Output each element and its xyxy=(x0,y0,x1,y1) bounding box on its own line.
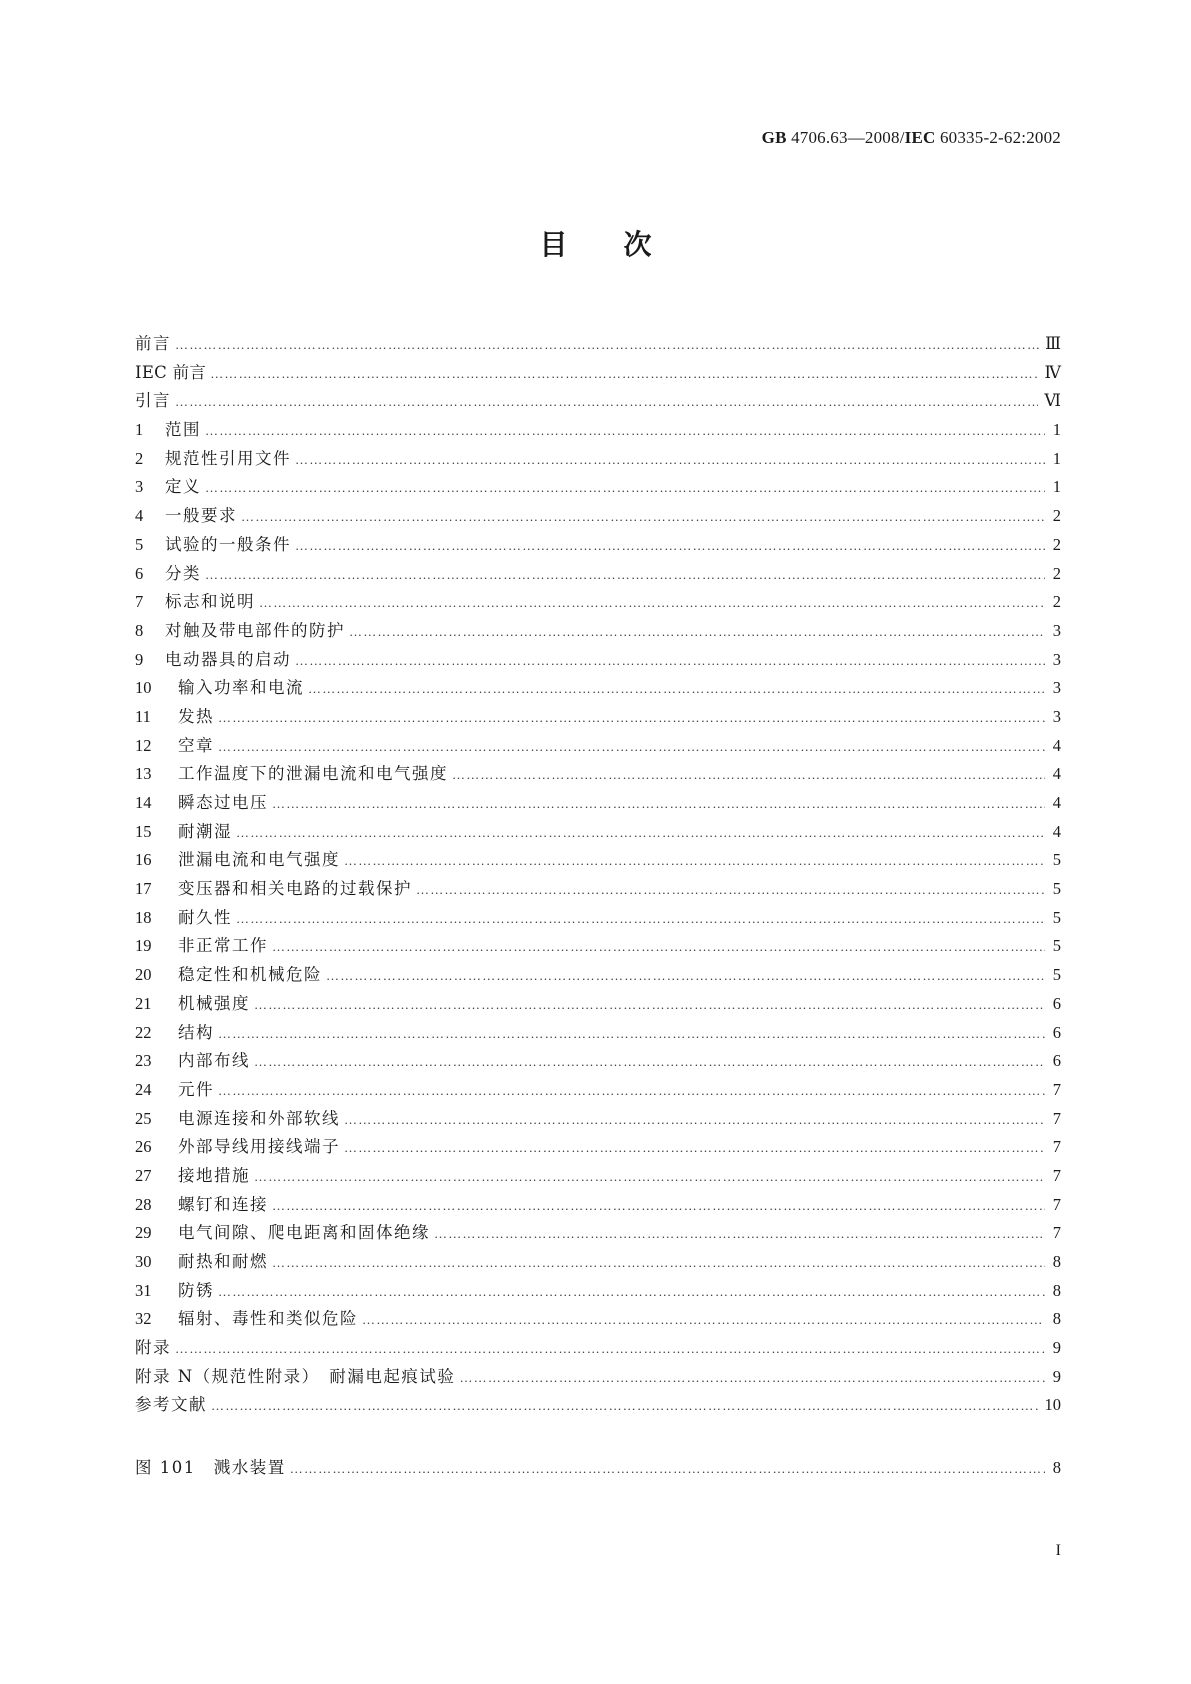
dot-leader xyxy=(272,1192,1045,1220)
toc-entry xyxy=(135,1305,1061,1334)
toc-entry-page: 6 xyxy=(1052,1022,1061,1042)
toc-entry-title: 范围 xyxy=(165,420,201,440)
toc-entry-title: 机械强度 xyxy=(178,993,250,1013)
toc-entry-title: 输入功率和电流 xyxy=(178,678,304,698)
dot-leader xyxy=(344,847,1045,875)
toc-entry-title: 参考文献 xyxy=(135,1395,207,1415)
toc-entry-number: 29 xyxy=(135,1223,152,1243)
toc-entry xyxy=(135,387,1061,416)
toc-entry-number: 19 xyxy=(135,936,152,956)
toc-entry-title: 元件 xyxy=(178,1079,214,1099)
toc-entry xyxy=(135,330,1061,359)
toc-entry xyxy=(135,990,1061,1019)
toc-entry-page: 4 xyxy=(1052,764,1061,784)
toc-entry xyxy=(135,1133,1061,1162)
toc-entry-title: 引言 xyxy=(135,391,171,411)
toc-entry-title: 电源连接和外部软线 xyxy=(178,1108,340,1128)
page-title: 目 次 xyxy=(539,228,652,261)
dot-leader xyxy=(344,1106,1045,1134)
toc-entry-number: 24 xyxy=(135,1079,152,1099)
toc-entry-page: 5 xyxy=(1052,965,1061,985)
toc-entry-title: 螺钉和连接 xyxy=(178,1194,268,1214)
dot-leader xyxy=(241,503,1045,531)
toc-entry-number: 8 xyxy=(135,620,144,640)
toc-entry-title: 试验的一般条件 xyxy=(165,534,291,554)
toc-entry xyxy=(135,703,1061,732)
toc-entry-page: 2 xyxy=(1052,506,1061,526)
toc-entry xyxy=(135,760,1061,789)
toc-entry xyxy=(135,1047,1061,1076)
dot-leader xyxy=(459,1364,1045,1392)
toc-entry-number: 15 xyxy=(135,821,152,841)
figure-entry xyxy=(135,1454,1061,1483)
toc-entry-title: 变压器和相关电路的过载保护 xyxy=(178,879,412,899)
toc-entry xyxy=(135,359,1061,388)
toc-entry-title: 附录 xyxy=(135,1338,171,1358)
toc-entry-number: 21 xyxy=(135,993,152,1013)
toc-entry xyxy=(135,1105,1061,1134)
toc-entry-title: 分类 xyxy=(165,563,201,583)
toc-entry-page: 5 xyxy=(1052,850,1061,870)
toc-entry-number: 10 xyxy=(135,678,152,698)
toc-entry-page: 7 xyxy=(1052,1137,1061,1157)
dot-leader xyxy=(254,991,1045,1019)
toc-entry-title: 耐热和耐燃 xyxy=(178,1252,268,1271)
toc-entry-page: 4 xyxy=(1052,735,1061,755)
toc-entry-number: 3 xyxy=(135,477,144,497)
toc-entry xyxy=(135,1363,1061,1392)
toc-entry-page: 3 xyxy=(1052,706,1061,726)
toc-entry-title: 泄漏电流和电气强度 xyxy=(178,850,340,870)
dot-leader xyxy=(272,1249,1045,1277)
dot-leader xyxy=(211,1392,1039,1420)
toc-entry xyxy=(135,932,1061,961)
toc-entry-number: 6 xyxy=(135,563,144,583)
toc-entry xyxy=(135,1191,1061,1220)
standard-header: GB 4706.63—2008/IEC 60335-2-62:2002 xyxy=(761,128,1061,147)
toc-entry xyxy=(135,961,1061,990)
dot-leader xyxy=(344,1134,1045,1162)
toc-entry-page: Ⅲ xyxy=(1045,334,1061,353)
toc-entry xyxy=(135,473,1061,502)
toc-entry xyxy=(135,1019,1061,1048)
toc-entry xyxy=(135,588,1061,617)
standard-prefix: GB xyxy=(761,128,787,147)
toc-entry-page: 2 xyxy=(1052,534,1061,554)
toc-entry-number: 26 xyxy=(135,1137,152,1157)
toc-entry-number: 23 xyxy=(135,1051,152,1071)
toc-entry xyxy=(135,1076,1061,1105)
dot-leader xyxy=(218,1278,1045,1306)
toc-entry-title: 非正常工作 xyxy=(178,936,268,956)
toc-entry-title: 辐射、毒性和类似危险 xyxy=(178,1309,358,1329)
toc-entry-number: 7 xyxy=(135,592,144,612)
toc-entry xyxy=(135,646,1061,675)
dot-leader xyxy=(295,647,1045,675)
toc-entry-title: 发热 xyxy=(178,706,214,726)
toc-entry-page: 3 xyxy=(1052,620,1061,640)
dot-leader xyxy=(272,790,1045,818)
toc-entry-title: 耐潮湿 xyxy=(178,821,232,841)
toc-entry-page: 7 xyxy=(1052,1165,1061,1185)
dot-leader xyxy=(254,1048,1045,1076)
toc-entry-title: IEC 前言 xyxy=(135,362,207,382)
figure-list xyxy=(135,1454,1061,1483)
toc-entry xyxy=(135,818,1061,847)
toc-entry-number: 13 xyxy=(135,764,152,784)
toc-entry-page: 1 xyxy=(1052,420,1061,440)
toc-entry-title: 前言 xyxy=(135,334,171,353)
toc-entry-number: 25 xyxy=(135,1108,152,1128)
toc-entry-number: 5 xyxy=(135,534,144,554)
toc-entry-number: 12 xyxy=(135,735,152,755)
toc-entry-title: 瞬态过电压 xyxy=(178,793,268,812)
toc-entry-page: 8 xyxy=(1052,1252,1061,1271)
toc-entry-page: 2 xyxy=(1052,592,1061,612)
toc-entry-title: 结构 xyxy=(178,1022,214,1042)
toc-entry-page: 5 xyxy=(1052,907,1061,927)
toc-entry-title: 耐久性 xyxy=(178,907,232,927)
toc-entry-number: 30 xyxy=(135,1252,152,1271)
toc-entry-number: 11 xyxy=(135,706,151,726)
toc-entry-page: 8 xyxy=(1052,1280,1061,1300)
toc-entry-page: 3 xyxy=(1052,649,1061,669)
toc-entry-title: 规范性引用文件 xyxy=(165,448,291,468)
toc-entry-title: 空章 xyxy=(178,735,214,755)
dot-leader xyxy=(295,446,1045,474)
standard-iec-number: 60335-2-62:2002 xyxy=(939,128,1061,147)
toc-entry-page: 7 xyxy=(1052,1108,1061,1128)
standard-iec-prefix: IEC xyxy=(904,128,936,147)
toc-entry-number: 9 xyxy=(135,649,144,669)
dot-leader xyxy=(362,1306,1045,1334)
dot-leader xyxy=(434,1220,1045,1248)
dot-leader xyxy=(218,1020,1045,1048)
toc-entry-number: 16 xyxy=(135,850,152,870)
toc-entry xyxy=(135,502,1061,531)
toc-entry-title: 工作温度下的泄漏电流和电气强度 xyxy=(178,764,448,784)
dot-leader xyxy=(175,388,1038,416)
toc-entry-number: 18 xyxy=(135,907,152,927)
toc-entry-page: 6 xyxy=(1052,1051,1061,1071)
dot-leader xyxy=(452,761,1045,789)
toc-entry-title: 定义 xyxy=(165,477,201,497)
toc-entry xyxy=(135,1248,1061,1277)
toc-entry xyxy=(135,617,1061,646)
dot-leader xyxy=(218,1077,1045,1105)
toc-entry xyxy=(135,1219,1061,1248)
toc-entry-number: 32 xyxy=(135,1309,152,1329)
toc-entry xyxy=(135,875,1061,904)
toc-entry-page: Ⅵ xyxy=(1044,391,1061,411)
toc-entry-title: 接地措施 xyxy=(178,1165,250,1185)
dot-leader xyxy=(218,733,1045,761)
dot-leader xyxy=(416,876,1045,904)
toc-entry xyxy=(135,416,1061,445)
toc-entry xyxy=(135,1391,1061,1420)
dot-leader xyxy=(210,360,1038,388)
toc-entry-title: 防锈 xyxy=(178,1280,214,1300)
dot-leader xyxy=(290,1455,1045,1483)
dot-leader xyxy=(218,704,1045,732)
toc-entry xyxy=(135,732,1061,761)
toc-entry-number: 2 xyxy=(135,448,144,468)
toc-entry-number: 22 xyxy=(135,1022,152,1042)
dot-leader xyxy=(236,819,1045,847)
dot-leader xyxy=(272,933,1045,961)
page-number: I xyxy=(1055,1542,1061,1559)
dot-leader xyxy=(205,417,1045,445)
toc-entry xyxy=(135,904,1061,933)
toc-entry-page: 8 xyxy=(1052,1458,1061,1477)
dot-leader xyxy=(259,589,1045,617)
toc-entry-title: 一般要求 xyxy=(165,506,237,526)
toc-entry-number: 31 xyxy=(135,1280,152,1300)
standard-number: 4706.63—2008 xyxy=(791,128,900,147)
toc-entry-page: 1 xyxy=(1052,477,1061,497)
toc-entry-number: 4 xyxy=(135,506,144,526)
toc-entry xyxy=(135,1277,1061,1306)
toc-entry-title: 标志和说明 xyxy=(165,592,255,612)
dot-leader xyxy=(236,905,1045,933)
toc-entry-page: 7 xyxy=(1052,1079,1061,1099)
dot-leader xyxy=(308,675,1045,703)
toc-entry xyxy=(135,1334,1061,1363)
dot-leader xyxy=(295,532,1045,560)
toc-entry-page: 3 xyxy=(1052,678,1061,698)
toc-entry-page: Ⅳ xyxy=(1044,362,1061,382)
toc-entry-title: 稳定性和机械危险 xyxy=(178,965,322,985)
toc-entry-title: 电气间隙、爬电距离和固体绝缘 xyxy=(178,1223,430,1243)
toc-entry xyxy=(135,674,1061,703)
toc-entry xyxy=(135,846,1061,875)
toc-entry xyxy=(135,531,1061,560)
toc-entry-title: 电动器具的启动 xyxy=(165,649,291,669)
toc-entry-title: 对触及带电部件的防护 xyxy=(165,620,345,640)
toc-entry-page: 10 xyxy=(1044,1395,1061,1415)
toc-entry-page: 6 xyxy=(1052,993,1061,1013)
toc-entry-page: 4 xyxy=(1052,821,1061,841)
dot-leader xyxy=(349,618,1045,646)
toc-entry xyxy=(135,789,1061,818)
toc-entry-page: 5 xyxy=(1052,879,1061,899)
toc-entry-title: 附录 N（规范性附录） 耐漏电起痕试验 xyxy=(135,1366,456,1386)
toc-entry-page: 7 xyxy=(1052,1223,1061,1243)
dot-leader xyxy=(175,1335,1045,1363)
toc-entry-number: 1 xyxy=(135,420,144,440)
toc-entry-page: 1 xyxy=(1052,448,1061,468)
toc-entry-page: 5 xyxy=(1052,936,1061,956)
toc-entry-page: 9 xyxy=(1052,1366,1061,1386)
toc-entry-number: 17 xyxy=(135,879,152,899)
toc-entry xyxy=(135,445,1061,474)
dot-leader xyxy=(205,561,1045,589)
toc-entry-number: 28 xyxy=(135,1194,152,1214)
dot-leader xyxy=(205,474,1045,502)
toc-entry-page: 4 xyxy=(1052,793,1061,812)
toc-entry-title: 外部导线用接线端子 xyxy=(178,1137,340,1157)
toc-entry-number: 27 xyxy=(135,1165,152,1185)
table-of-contents xyxy=(135,330,1061,1420)
toc-entry xyxy=(135,1162,1061,1191)
toc-entry xyxy=(135,560,1061,589)
dot-leader xyxy=(254,1163,1045,1191)
dot-leader xyxy=(175,331,1039,359)
toc-entry-page: 2 xyxy=(1052,563,1061,583)
toc-entry-title: 内部布线 xyxy=(178,1051,250,1071)
toc-entry-page: 8 xyxy=(1052,1309,1061,1329)
toc-entry-number: 14 xyxy=(135,793,152,812)
toc-entry-page: 9 xyxy=(1052,1338,1061,1358)
toc-entry-page: 7 xyxy=(1052,1194,1061,1214)
toc-entry-number: 20 xyxy=(135,965,152,985)
toc-entry-title: 图 101 溅水装置 xyxy=(135,1458,286,1477)
dot-leader xyxy=(326,962,1045,990)
